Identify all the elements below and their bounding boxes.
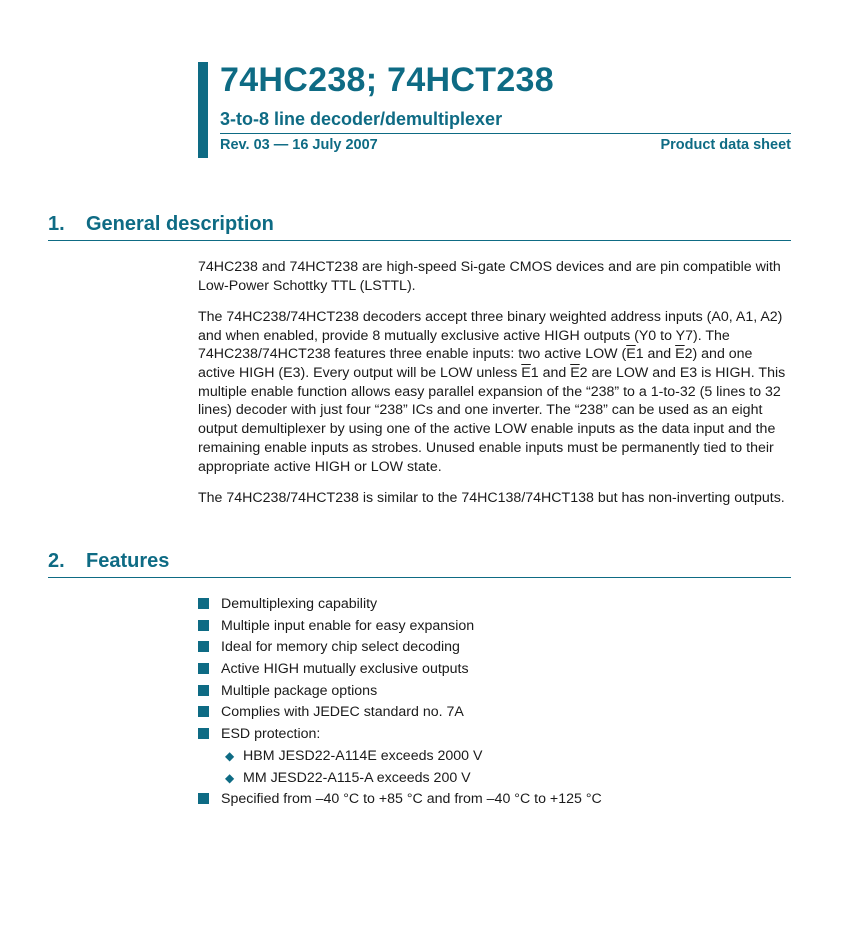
list-item [198, 616, 791, 638]
p2-text-b: 1 and [635, 346, 676, 363]
description-paragraph-3: The 74HC238/74HCT238 is similar to the 74HC138/74HCT138 but has non-inverting outputs. [198, 489, 785, 506]
list-item [198, 637, 791, 659]
general-description-body [198, 258, 791, 520]
p2-text-e: 2 are LOW and E3 is HIGH. This multiple enable function allows easy parallel expansion of the “238” to a 1-to-32 (5 lines to 32 lines) decoder with just four “238” ICs and one inverter. The “238” can be used as an eight output demultiplexer by using one of the active LOW enable inputs as the data input and the remaining enable inputs as strobes. Unused enable inputs must be permanently tied to their appropriate active HIGH or LOW state. [198, 365, 786, 475]
feature-text: Ideal for memory chip select decoding [221, 639, 460, 656]
list-item [198, 681, 791, 703]
enable-bar-e2: $\overline{E}$ [570, 365, 580, 382]
diamond-bullet-icon: ◆ [225, 748, 235, 763]
enable-bar-e2: $\overline{E}$ [675, 346, 685, 363]
sub-list-item [198, 746, 791, 768]
p2-text-a: The 74HC238/74HCT238 decoders accept three binary weighted address inputs (A0, A1, A2) and when enabled, provide 8 mutually exclusive active HIGH outputs (Y0 to Y7). The 74HC238/74HCT238 features three enable inputs: two active LOW ( [198, 308, 783, 363]
square-bullet-icon [198, 793, 209, 804]
sub-list-item [198, 768, 791, 790]
enable-bar-e1: $\overline{E}$ [521, 365, 531, 382]
document-subtitle: 3-to-8 line decoder/demultiplexer [220, 109, 503, 129]
p2-text-d: 1 and [530, 365, 571, 382]
feature-text: Specified from –40 °C to +85 °C and from –40 °C to +125 °C [221, 791, 602, 808]
feature-text: Multiple input enable for easy expansion [221, 617, 475, 634]
square-bullet-icon [198, 728, 209, 739]
section-heading-general-description [48, 211, 791, 241]
list-item [198, 702, 791, 724]
feature-text: Active HIGH mutually exclusive outputs [221, 661, 469, 678]
feature-subtext: MM JESD22-A115-A exceeds 200 V [243, 769, 471, 786]
diamond-bullet-icon: ◆ [225, 770, 235, 785]
document-type: Product data sheet [660, 137, 791, 153]
description-paragraph-2 [198, 308, 791, 476]
feature-text: ESD protection: [221, 726, 321, 743]
section-title: Features [86, 550, 170, 572]
feature-subtext: HBM JESD22-A114E exceeds 2000 V [243, 747, 483, 764]
features-body [198, 594, 791, 811]
feature-text: Demultiplexing capability [221, 596, 378, 612]
square-bullet-icon [198, 663, 209, 674]
list-item [198, 659, 791, 681]
list-item [198, 789, 791, 811]
section-number: 1. [48, 213, 65, 235]
description-paragraph-1: 74HC238 and 74HCT238 are high-speed Si-gate CMOS devices and are pin compatible with Low-Power Schottky TTL (LSTTL). [198, 259, 781, 294]
square-bullet-icon [198, 641, 209, 652]
square-bullet-icon [198, 685, 209, 696]
features-list [198, 594, 791, 811]
square-bullet-icon [198, 620, 209, 631]
feature-text: Multiple package options [221, 682, 378, 699]
list-item [198, 724, 791, 746]
feature-text: Complies with JEDEC standard no. 7A [221, 704, 464, 721]
section-title: General description [86, 213, 274, 235]
section-number: 2. [48, 550, 65, 572]
document-title: 74HC238; 74HCT238 [220, 61, 554, 99]
list-item [198, 594, 791, 616]
p2-text-c: 2) and one active HIGH (E3). Every output will be LOW unless [198, 346, 753, 382]
section-heading-features [48, 548, 791, 578]
square-bullet-icon [198, 598, 209, 609]
header-divider [220, 133, 791, 134]
revision-date: Rev. 03 — 16 July 2007 [220, 137, 378, 153]
header-accent-bar [198, 62, 208, 158]
square-bullet-icon [198, 706, 209, 717]
enable-bar-e1: $\overline{E}$ [626, 346, 636, 363]
